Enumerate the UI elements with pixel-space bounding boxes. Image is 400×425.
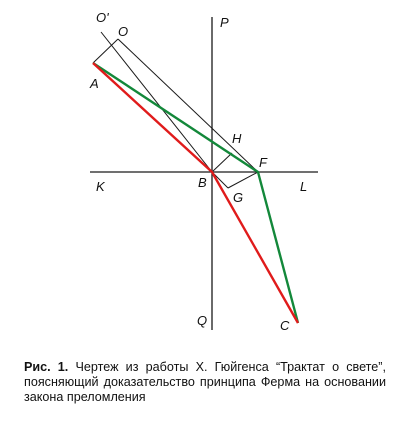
label-c: C bbox=[280, 318, 290, 333]
label-o: O bbox=[118, 24, 129, 39]
figure-caption bbox=[24, 360, 386, 405]
label-q: Q bbox=[197, 313, 208, 328]
refraction-path-abc bbox=[93, 63, 298, 323]
label-b: B bbox=[198, 175, 207, 190]
label-f: F bbox=[259, 155, 267, 170]
alternate-path-afc bbox=[93, 63, 298, 323]
label-l: L bbox=[300, 179, 308, 194]
line-o-prime-to-b bbox=[101, 32, 212, 172]
caption-label: Рис. 1. bbox=[24, 360, 69, 374]
caption-text: Чертеж из работы Х. Гюйгенса “Трактат о свете”, поясняющий доказательство принципа Ферма на основании закона преломления bbox=[24, 360, 386, 404]
label-g: G bbox=[233, 190, 244, 205]
label-p: P bbox=[220, 15, 229, 30]
label-a: A bbox=[90, 76, 99, 91]
line-a-to-o bbox=[93, 39, 118, 63]
label-h: H bbox=[232, 131, 242, 146]
line-g-to-f bbox=[228, 172, 258, 188]
label-o-prime: O' bbox=[96, 10, 109, 25]
line-b-to-h bbox=[212, 153, 232, 172]
label-k: K bbox=[96, 179, 105, 194]
